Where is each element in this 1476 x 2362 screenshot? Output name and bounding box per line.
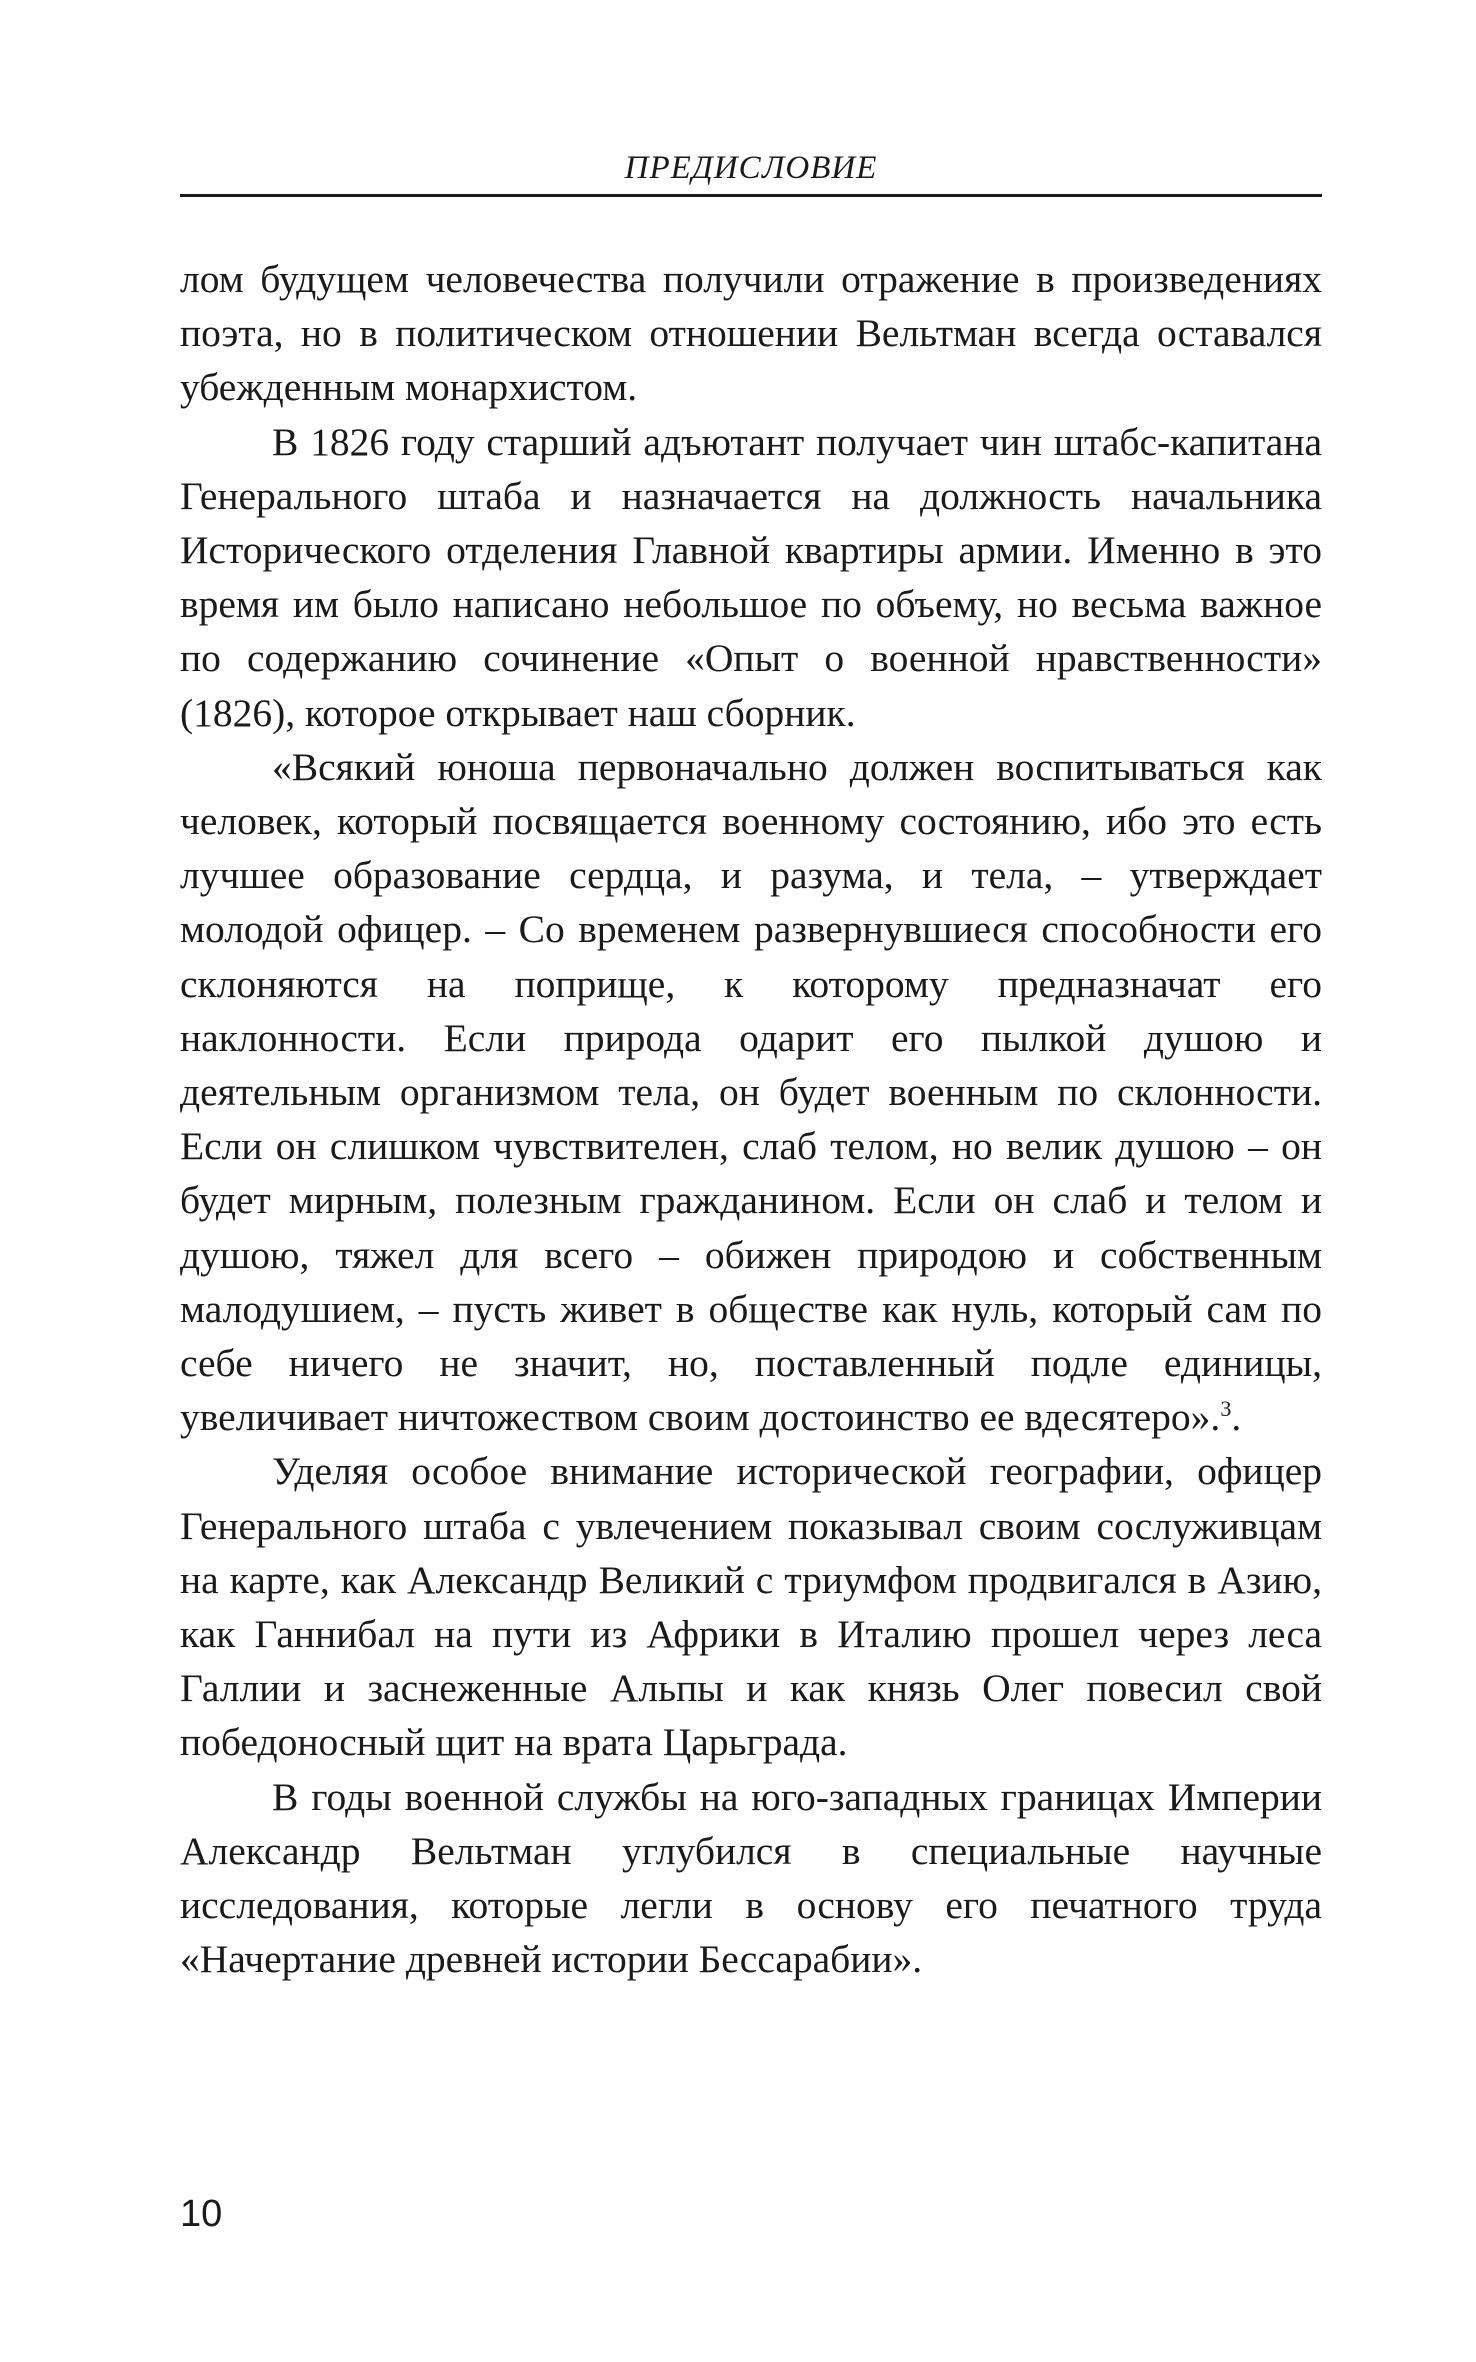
running-head-title: ПРЕДИСЛОВИЕ bbox=[624, 150, 878, 186]
footnote-reference[interactable]: 3 bbox=[1220, 1396, 1232, 1422]
quote-text: «Всякий юноша первоначально должен воспитываться как человек, который посвящается военному состоянию, ибо это есть лучшее образование сердца, и разума, и тела, – утверждает молодой офицер. – Со временем развернувшиеся способности его склоняются на поприще, к которому предназначат его наклонности. Если природа одарит его пылкой душою и деятельным организмом тела, он будет военным по склонности. Если он слишком чувствителен, слаб телом, но велик душою – он будет мирным, полезным гражданином. Если он слаб и телом и душою, тяжел для всего – обижен природою и собственным малодушием, – пусть живет в обществе как нуль, который сам по себе ничего не значит, но, поставленный подле единицы, увеличивает ничтожеством своим достоинство ее вдесятеро». bbox=[180, 744, 1322, 1440]
page-number: 10 bbox=[180, 2193, 223, 2235]
body-text bbox=[180, 252, 1322, 1987]
paragraph-3-quote: «Всякий юноша первоначально должен воспитываться как человек, который посвящается военному состоянию, ибо это есть лучшее образование сердца, и разума, и тела, – утверждает молодой офицер. – Со временем развернувшиеся способности его склоняются на поприще, к которому предназначат его наклонности. Если природа одарит его пылкой душою и деятельным организмом тела, он будет военным по склонности. Если он слишком чувствителен, слаб телом, но велик душою – он будет мирным, полезным гражданином. Если он слаб и телом и душою, тяжел для всего – обижен природою и собственным малодушием, – пусть живет в обществе как нуль, который сам по себе ничего не значит, но, поставленный подле единицы, увеличивает ничтожеством своим достоинство ее вдесятеро».$^3$. bbox=[180, 744, 1322, 1440]
header-rule bbox=[180, 194, 1322, 197]
paragraph-2: В 1826 году старший адъютант получает чин штабс-капитана Генерального штаба и назначается на должность начальника Исторического отделения Главной квартиры армии. Именно в это время им было написано небольшое по объему, но весьма важное по содержанию сочинение «Опыт о военной нравственности» (1826), которое открывает наш сборник. bbox=[180, 419, 1322, 735]
paragraph-1: лом будущем человечества получили отражение в произведениях поэта, но в политическом отношении Вельтман всегда оставался убежденным монархистом. bbox=[180, 257, 1322, 410]
paragraph-4: Уделяя особое внимание исторической географии, офицер Генерального штаба с увлечением показывал своим сослуживцам на карте, как Александр Великий с триумфом продвигался в Азию, как Ганнибал на пути из Африки в Италию прошел через леса Галлии и заснеженные Альпы и как князь Олег повесил свой победоносный щит на врата Царьграда. bbox=[180, 1449, 1322, 1765]
paragraph-5: В годы военной службы на юго-западных границах Империи Александр Вельтман углубился в специальные научные исследования, которые легли в основу его печатного труда «Начертание древней истории Бессарабии». bbox=[180, 1774, 1322, 1982]
